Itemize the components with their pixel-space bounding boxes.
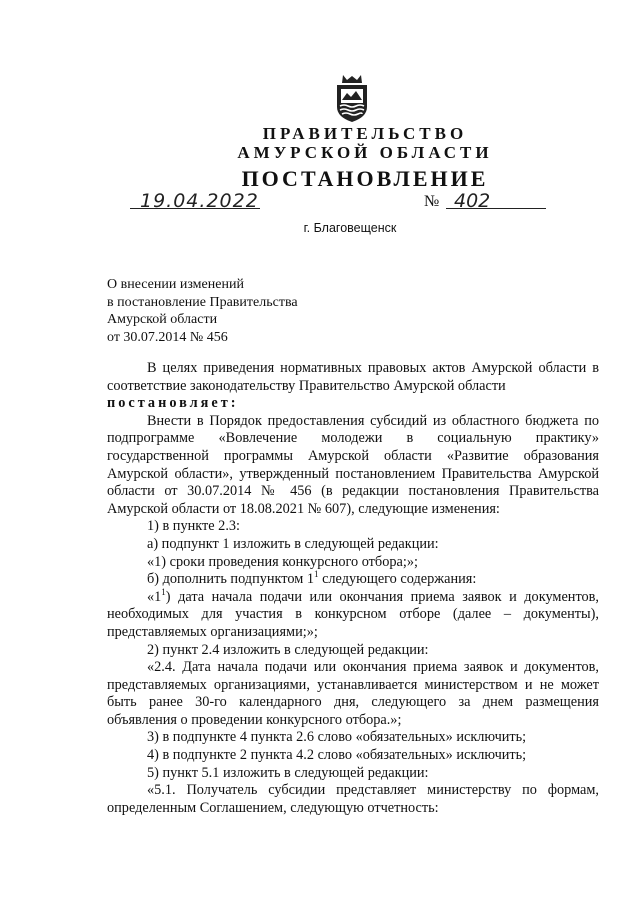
list-item: «2.4. Дата начала подачи или окончания приема заявок и документов, представляемых организациями, устанавливается министерством и не может быть ранее 30-го календарного дня, следующего за днем размещения объявления о проведении конкурсного отбора.»; [107, 659, 599, 728]
preamble-paragraph: В целях приведения нормативных правовых актов Амурской области в соответствие законодательству Правительство Амурской области [107, 360, 599, 394]
date-underline [130, 208, 260, 209]
list-item: а) подпункт 1 изложить в следующей редакции: [147, 535, 439, 552]
superscript: 1 [314, 569, 319, 580]
government-title-line2: АМУРСКОЙ ОБЛАСТИ [237, 143, 493, 162]
list-item [107, 586, 599, 642]
city-name: г. Благовещенск [303, 221, 397, 235]
subject-line: от 30.07.2014 № 456 [107, 329, 228, 345]
list-item: 1) в пункте 2.3: [147, 518, 241, 535]
list-item [107, 571, 599, 589]
subject-line: в постановление Правительства [107, 294, 298, 310]
handwritten-date: 19.04.2022 [140, 190, 259, 212]
decrees-word: постановляет: [107, 395, 239, 412]
subject-line: О внесении изменений [107, 277, 244, 292]
item-text: б) дополнить подпунктом 1 [147, 571, 314, 588]
subject-line: Амурской области [107, 312, 218, 327]
list-item: 4) в подпункте 2 пункта 4.2 слово «обязательных» исключить; [147, 747, 527, 764]
item-text: «1 [147, 588, 162, 605]
intro-paragraph: Внести в Порядок предоставления субсидий из областного бюджета по подпрограмме «Вовлечение молодежи в социальную практику» государственной программы Амурской области «Развитие образования Амурской области», утвержденный постановлением Правительства Амурской области от 30.07.2014 № 456 (в редакции постановления Правительства Амурской области от 18.08.2021 № 607), следующие изменения: [107, 412, 599, 517]
handwritten-number: 402 [454, 190, 491, 212]
list-item: 5) пункт 5.1 изложить в следующей редакции: [147, 764, 429, 781]
document-subject [107, 276, 298, 346]
document-type-title: ПОСТАНОВЛЕНИЕ [241, 166, 489, 191]
document-body [107, 360, 599, 817]
coat-of-arms-emblem [331, 73, 373, 123]
number-underline [446, 208, 546, 209]
list-item: 2) пункт 2.4 изложить в следующей редакции: [147, 641, 429, 658]
list-item: 3) в подпункте 4 пункта 2.6 слово «обязательных» исключить; [147, 729, 527, 746]
government-title-line1: ПРАВИТЕЛЬСТВО [262, 124, 468, 143]
superscript: 1 [161, 586, 166, 597]
list-item: «1) сроки проведения конкурсного отбора;»; [147, 553, 418, 570]
number-label: № [424, 193, 440, 210]
item-text: ) дата начала подачи или окончания приема заявок и документов, необходимых для участия в конкурсном отборе (далее – документы), представляемых организациями;»; [107, 588, 599, 640]
item-text: следующего содержания: [318, 571, 477, 588]
list-item: «5.1. Получатель субсидии представляет министерству по формам, определенным Соглашением, следующую отчетность: [107, 782, 599, 816]
